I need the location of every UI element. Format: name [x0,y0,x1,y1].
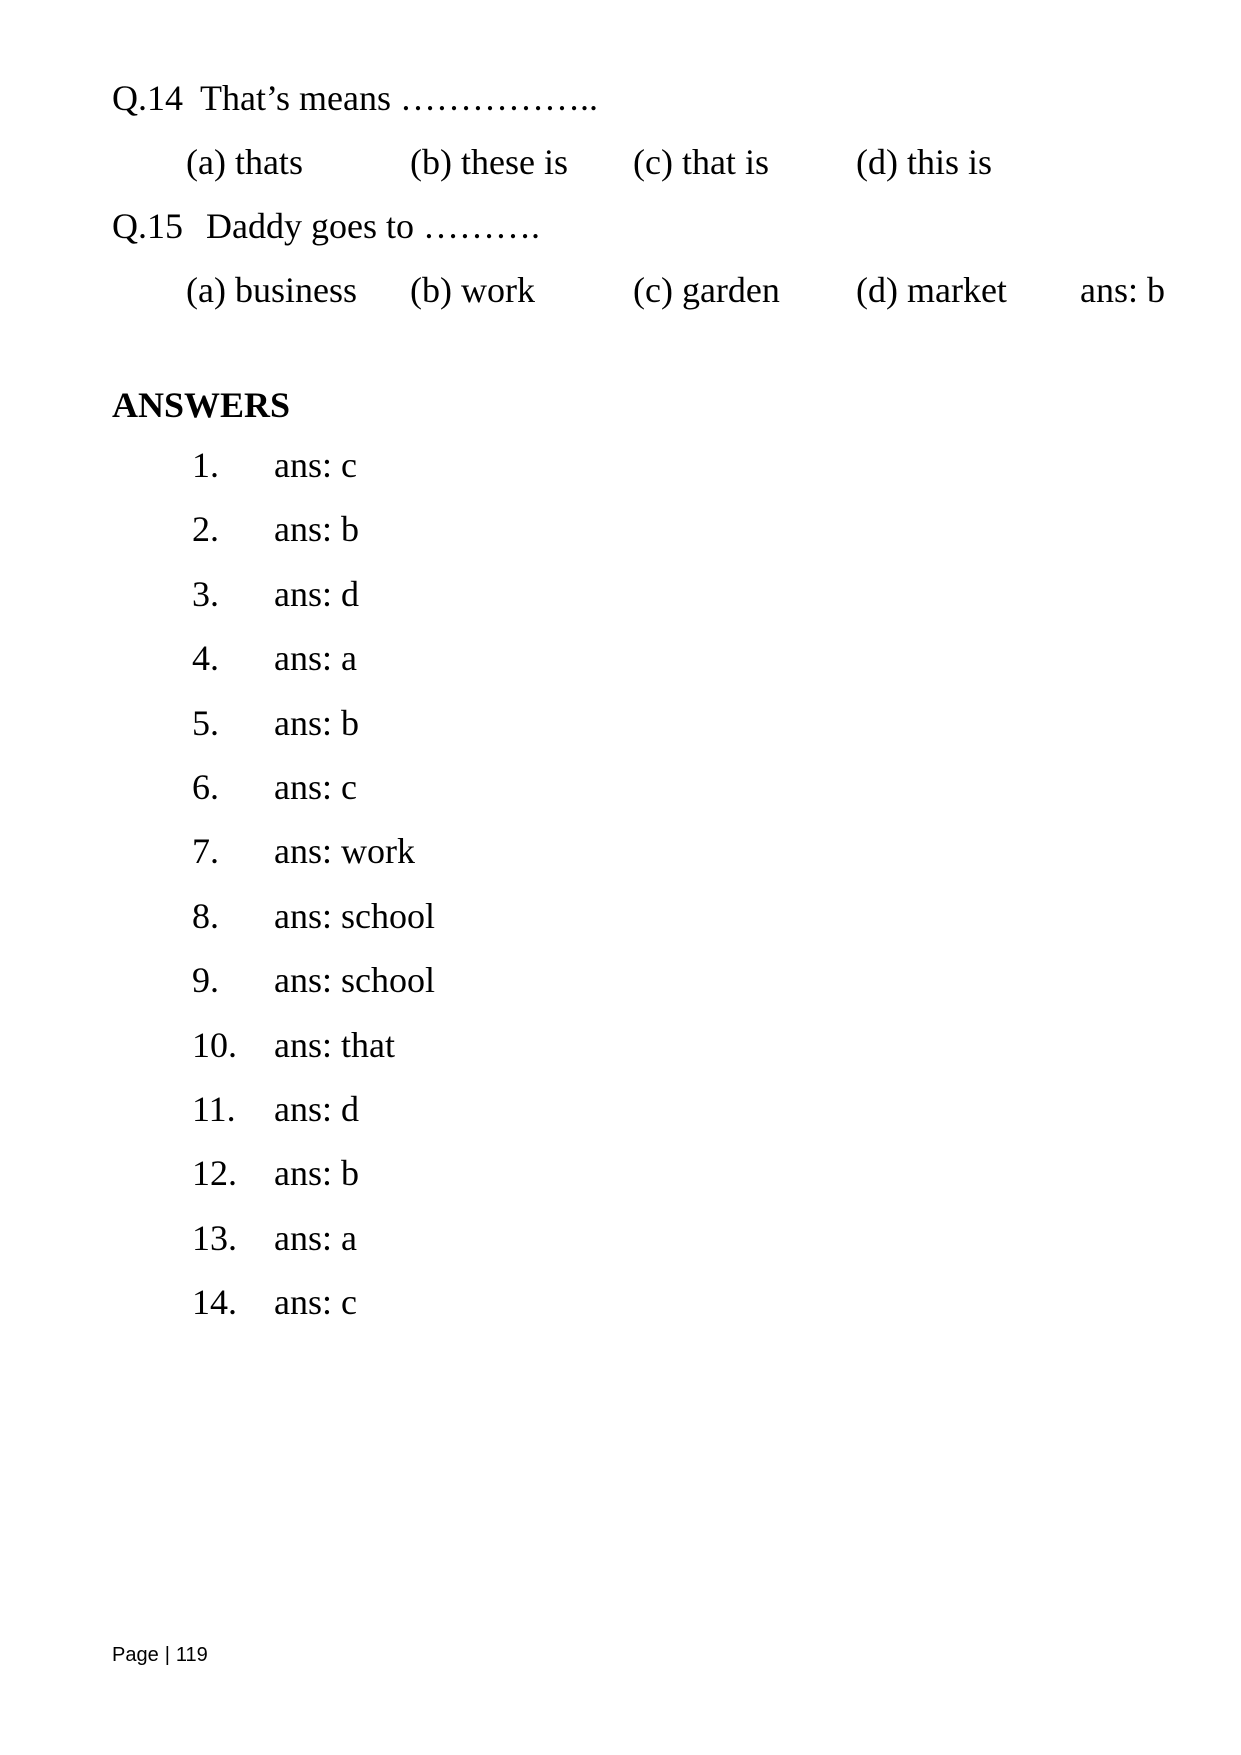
answer-number: 10. [192,1024,237,1065]
answer-number: 2. [192,509,219,550]
answer-row [0,767,1241,831]
option-d: (d) this is [856,142,993,182]
answer-number: 7. [192,831,219,872]
answer-number: 1. [192,445,219,485]
answer-text: ans: d [274,573,359,614]
question-14-options [0,142,1241,182]
answer-number: 12. [192,1153,237,1194]
page-separator: | [164,1644,170,1666]
answer-number: 3. [192,573,219,614]
answer-row [0,1025,1241,1089]
answer-row [0,509,1241,573]
page-label: Page [112,1644,159,1666]
answer-note: ans: b [1080,270,1165,310]
answer-row [0,960,1241,1024]
answer-row [0,574,1241,638]
answer-row [0,638,1241,702]
answer-text: ans: c [274,445,357,485]
answer-row [0,1218,1241,1282]
answer-number: 8. [192,895,219,936]
answer-text: ans: a [274,638,357,679]
answer-number: 9. [192,960,219,1001]
answer-row [0,703,1241,767]
answer-number: 6. [192,766,219,807]
answer-row [0,1089,1241,1153]
question-15-options [0,270,1241,310]
answer-row [0,831,1241,895]
answer-row [0,445,1241,509]
option-b: (b) these is [410,142,568,182]
answer-text: ans: d [274,1088,359,1129]
option-d: (d) market [856,270,1007,310]
answer-text: ans: b [274,702,359,743]
answer-text: ans: c [274,766,357,807]
answers-heading: ANSWERS [112,385,291,425]
answer-text: ans: a [274,1217,357,1258]
answer-text: ans: that [274,1024,395,1065]
option-a: (a) business [186,270,357,310]
option-b: (b) work [410,270,535,310]
answer-row [0,896,1241,960]
answer-text: ans: school [274,895,435,936]
answer-number: 14. [192,1282,237,1323]
answers-list [0,445,1241,1346]
answer-number: 11. [192,1088,236,1129]
option-a: (a) thats [186,142,303,182]
option-c: (c) that is [633,142,769,182]
answer-row [0,1153,1241,1217]
answer-row [0,1282,1241,1346]
question-stem: That’s means …………….. [200,78,598,118]
answer-text: ans: c [274,1282,357,1323]
answer-text: ans: b [274,1153,359,1194]
page-footer [112,1643,208,1667]
question-15 [112,206,540,246]
answer-number: 5. [192,702,219,743]
answer-text: ans: school [274,960,435,1001]
question-number: Q.15 [112,206,183,246]
question-number: Q.14 [112,78,183,118]
answer-number: 4. [192,638,219,679]
answer-text: ans: b [274,509,359,550]
question-stem: Daddy goes to ………. [206,206,540,246]
answer-text: ans: work [274,831,415,872]
question-14 [112,78,598,118]
answer-number: 13. [192,1217,237,1258]
option-c: (c) garden [633,270,780,310]
page-number: 119 [175,1644,208,1666]
